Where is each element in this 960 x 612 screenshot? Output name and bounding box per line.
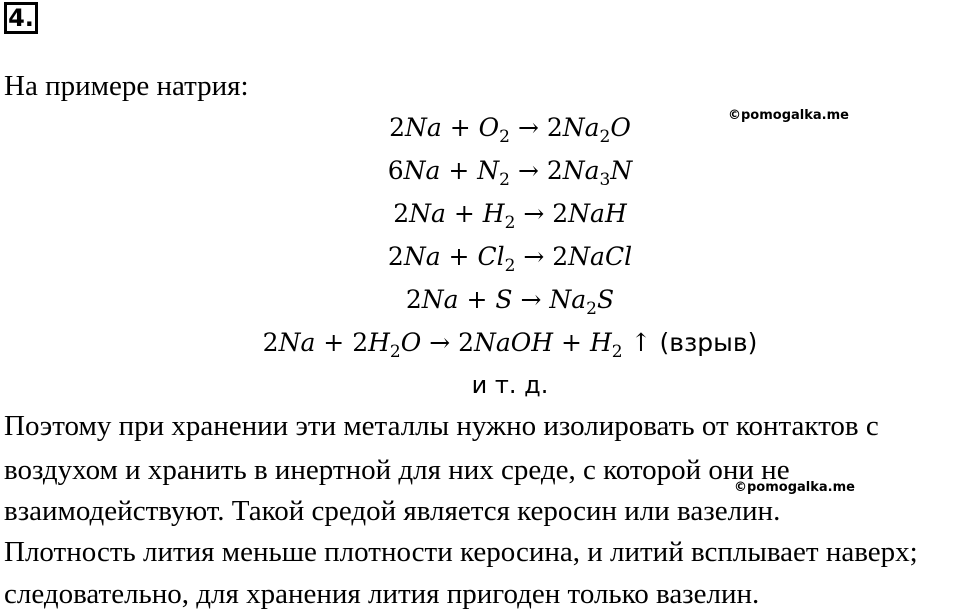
task-number: 4. xyxy=(4,2,38,34)
equation-6: $2Na + 2H_2O$ → 2NaOH + $H_2$ ↑ (взрыв) xyxy=(262,328,758,362)
equation-3: $2Na + H_2 \to 2NaH$ xyxy=(393,199,627,233)
paragraph-line-4: Плотность лития меньше плотности керосина, и литий всплывает наверх; xyxy=(4,536,918,568)
watermark-top: ©pomogalka.me xyxy=(728,108,849,123)
equation-4: $2Na + Cl_2$ → 2NaCl xyxy=(387,242,633,276)
equation-2: $6Na + N_2 \to 2Na_3N$ xyxy=(387,156,633,190)
etc-text: и т. д. xyxy=(471,371,549,399)
intro-text: На примере натрия: xyxy=(4,70,249,102)
paragraph-line-1: Поэтому при хранении эти металлы нужно изолировать от контактов с xyxy=(4,410,879,442)
equation-1: $2Na + O_2 \to 2Na_2O$ xyxy=(389,113,631,147)
paragraph-line-2: воздухом и хранить в инертной для них среде, с которой они не xyxy=(4,454,790,486)
paragraph-line-5: следовательно, для хранения лития пригоден только вазелин. xyxy=(4,578,760,610)
equation-5: $2Na + S \to Na_2S$ xyxy=(405,285,615,319)
watermark-bottom: ©pomogalka.me xyxy=(734,480,855,495)
paragraph-line-3: взаимодействуют. Такой средой является керосин или вазелин. xyxy=(4,495,781,527)
